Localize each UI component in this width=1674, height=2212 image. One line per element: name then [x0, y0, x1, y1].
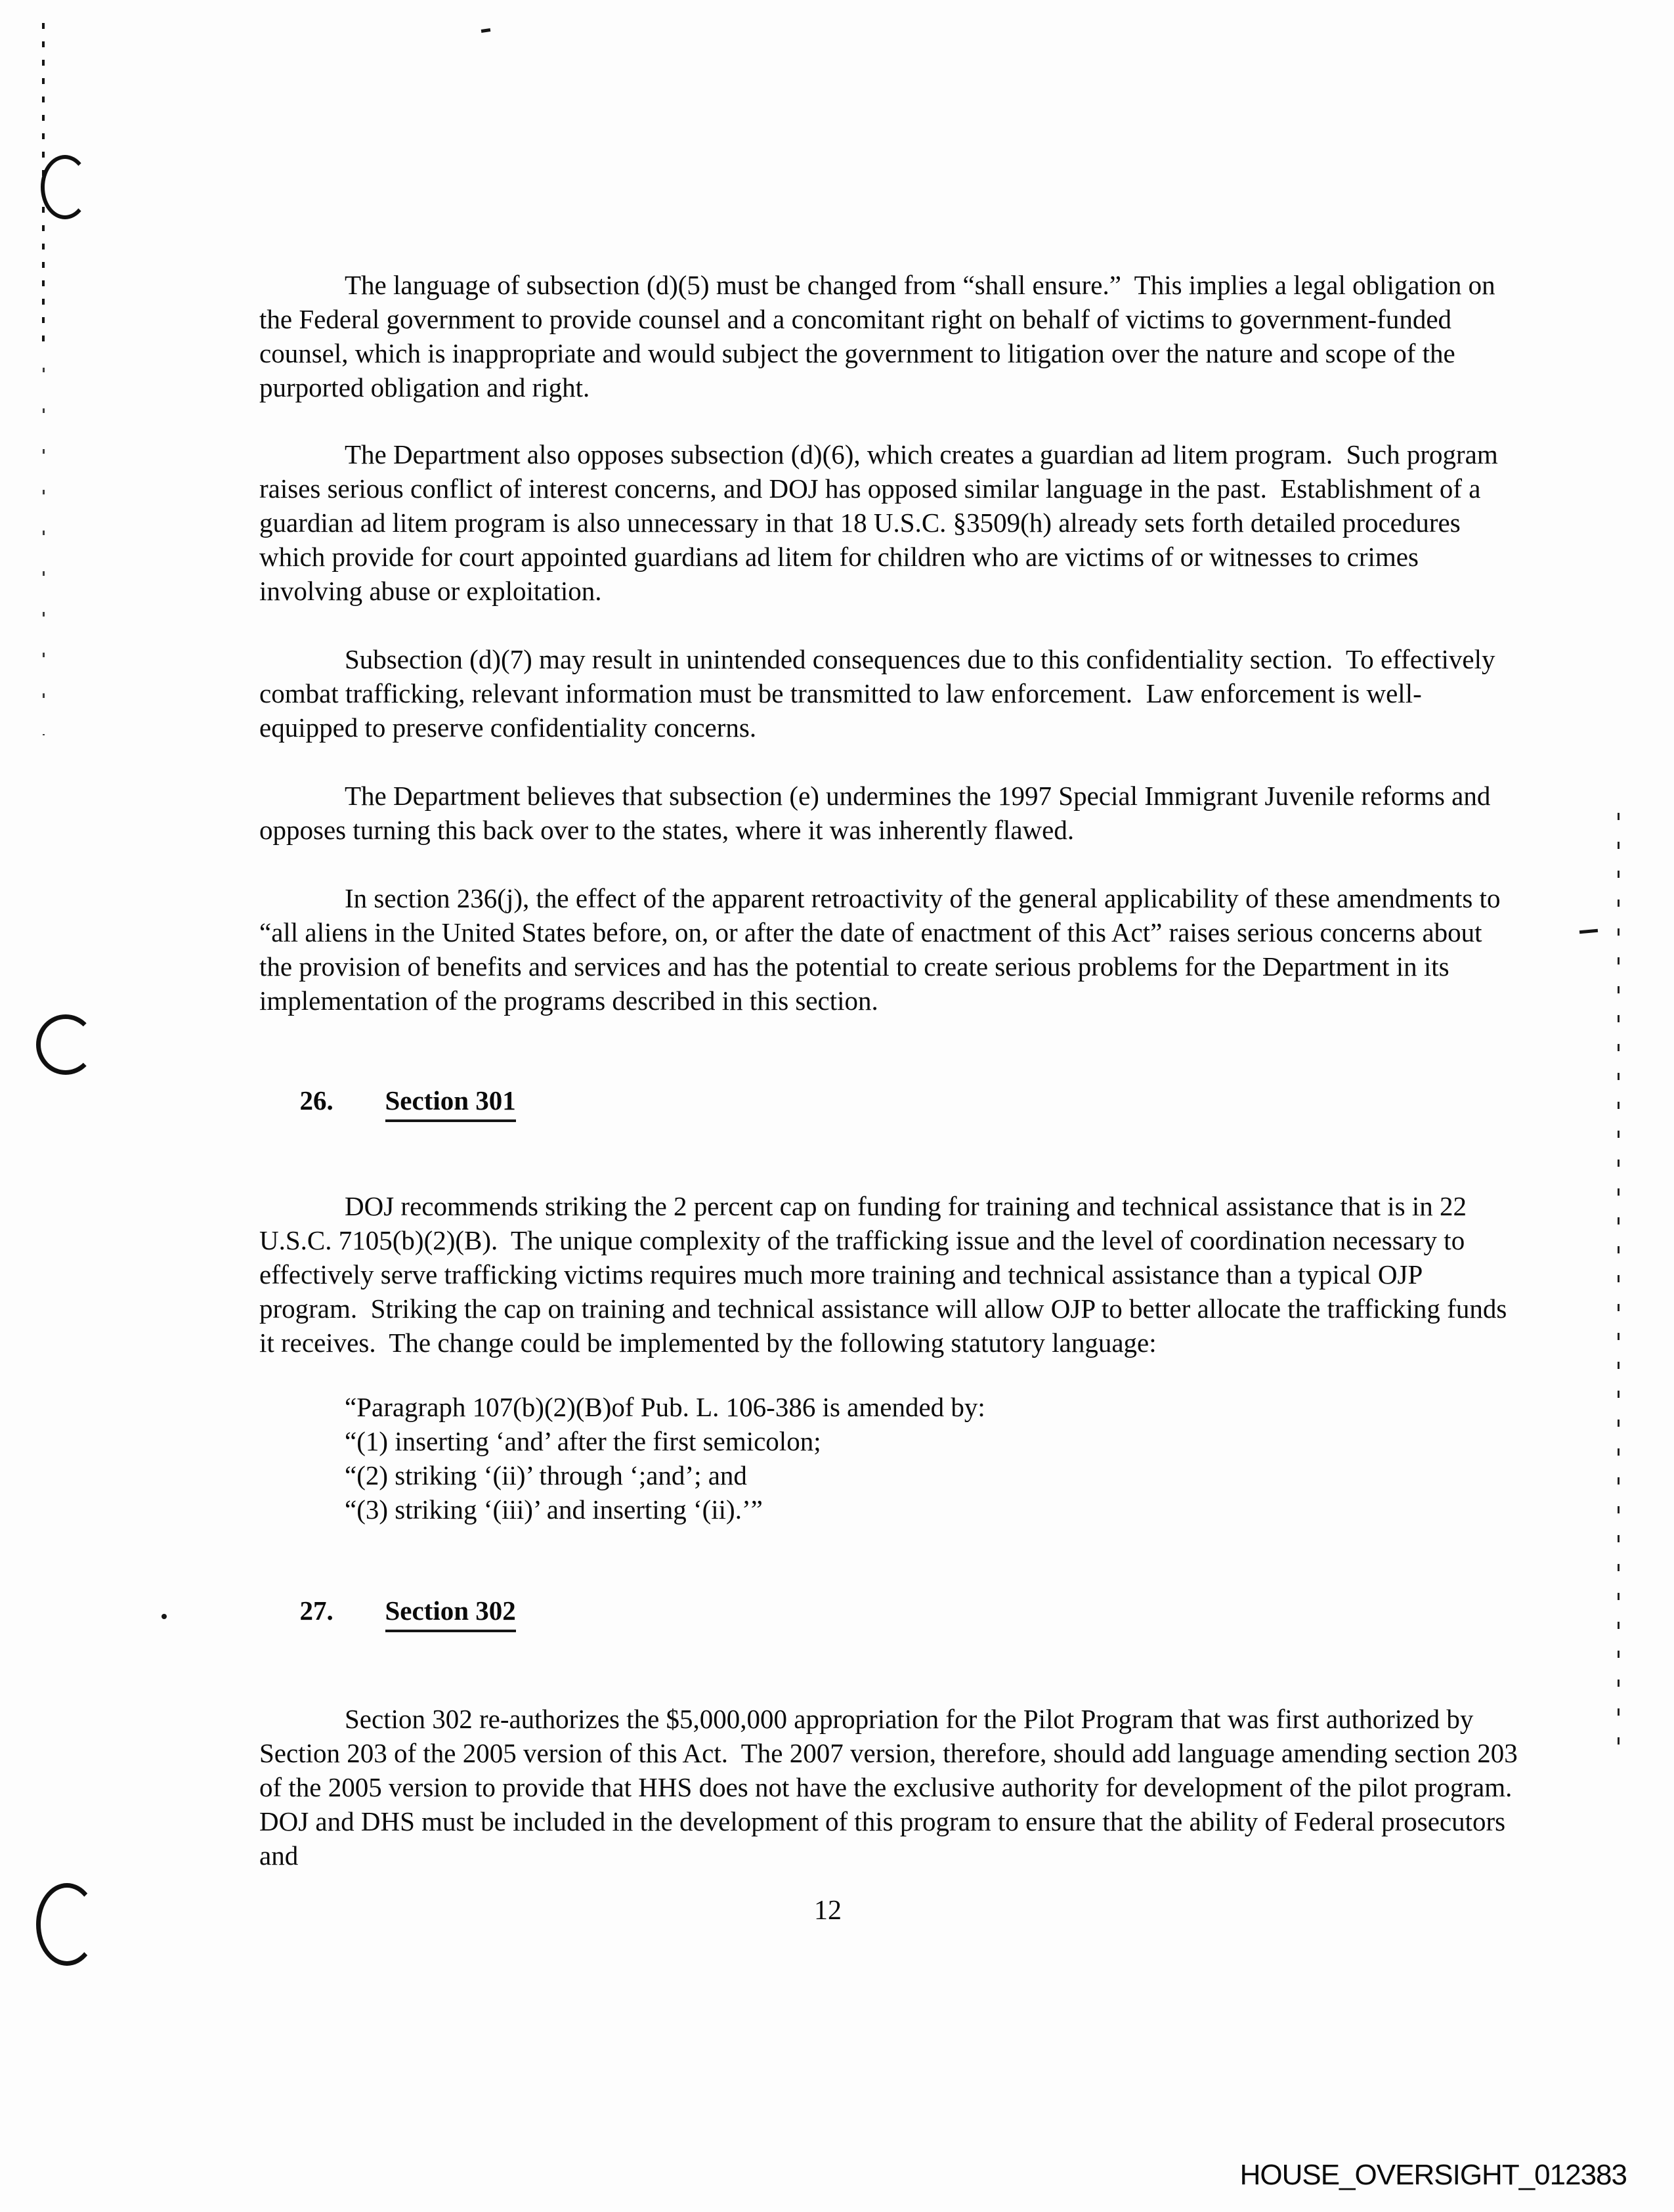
paragraph-subsection-d6: The Department also opposes subsection (d)(6), which creates a guardian ad litem program. Such program raises serious conflict of interest concerns, and DOJ has opposed similar language in the past. Establishment of a guardian ad litem program is also unnecessary in that 18 U.S.C. §3509(h) already sets forth detailed procedures which provide for court appointed guardians ad litem for children who are victims of or witnesses to crimes involving abuse or exploitation.	[259, 439, 1505, 606]
right-margin-dashed-line-icon	[1618, 813, 1620, 1745]
statutory-quote-block	[259, 1390, 1520, 1527]
left-margin-dotted-line-icon	[43, 368, 45, 735]
scan-speck-icon	[1579, 929, 1598, 934]
quote-line: “Paragraph 107(b)(2)(B)of Pub. L. 106-386 is amended by:	[345, 1392, 985, 1422]
paragraph-subsection-d7: Subsection (d)(7) may result in unintended consequences due to this confidentiality section. To effectively combat trafficking, relevant information must be transmitted to law enforcement. Law enforcement is well-equipped to preserve confidentiality concerns.	[259, 644, 1502, 743]
section-heading-26	[259, 1049, 1520, 1156]
scan-arc-mark-icon	[36, 1883, 98, 1966]
page-number: 12	[814, 1896, 842, 1926]
paragraph-section-302: Section 302 re-authorizes the $5,000,000 appropriation for the Pilot Program that was first authorized by Section 203 of the 2005 version of this Act. The 2007 version, therefore, should add language amending section 203 of the 2005 version to provide that HHS does not have the exclusive authority for development of the pilot program. DOJ and DHS must be included in the development of this program to ensure that the ability of Federal prosecutors and	[259, 1704, 1526, 1871]
quote-line: “(1) inserting ‘and’ after the first semicolon;	[345, 1426, 821, 1456]
paragraph-section-236j: In section 236(j), the effect of the apparent retroactivity of the general applicability of these amendments to “all aliens in the United States before, on, or after the date of enactment of this Act” raises serious concerns about the provision of benefits and services and has the potential to create serious problems for the Department in its implementation of the programs described in this section.	[259, 883, 1507, 1016]
paragraph-subsection-d5: The language of subsection (d)(5) must be changed from “shall ensure.” This implies a legal obligation on the Federal government to provide counsel and a concomitant right on behalf of victims to government-funded counsel, which is inappropriate and would subject the government to litigation over the nature and scope of the purported obligation and right.	[259, 270, 1502, 402]
quote-line: “(2) striking ‘(ii)’ through ‘;and’; and	[345, 1460, 747, 1490]
section-heading-27	[259, 1559, 1520, 1666]
scan-speck-icon	[161, 1614, 167, 1619]
scan-speck-icon	[481, 28, 491, 33]
paragraph-subsection-e: The Department believes that subsection (e) undermines the 1997 Special Immigrant Juvenile reforms and opposes turning this back over to the states, where it was inherently flawed.	[259, 781, 1497, 845]
scan-arc-mark-icon	[41, 155, 89, 219]
quote-line: “(3) striking ‘(iii)’ and inserting ‘(ii).’”	[345, 1494, 763, 1525]
section-title: Section 302	[385, 1594, 516, 1632]
section-title: Section 301	[385, 1083, 516, 1122]
document-body	[259, 268, 1526, 1873]
scan-arc-mark-icon	[36, 1014, 95, 1075]
section-number: 26.	[299, 1085, 333, 1116]
paragraph-section-301: DOJ recommends striking the 2 percent cap on funding for training and technical assistance that is in 22 U.S.C. 7105(b)(2)(B). The unique complexity of the trafficking issue and the level of coordination necessary to effectively serve trafficking victims requires much more training and technical assistance than a typical OJP program. Striking the cap on training and technical assistance will allow OJP to better allocate the trafficking funds it receives. The change could be implemented by the following statutory language:	[259, 1191, 1514, 1358]
bates-number: HOUSE_OVERSIGHT_012383	[1239, 2159, 1627, 2191]
section-number: 27.	[299, 1595, 333, 1626]
